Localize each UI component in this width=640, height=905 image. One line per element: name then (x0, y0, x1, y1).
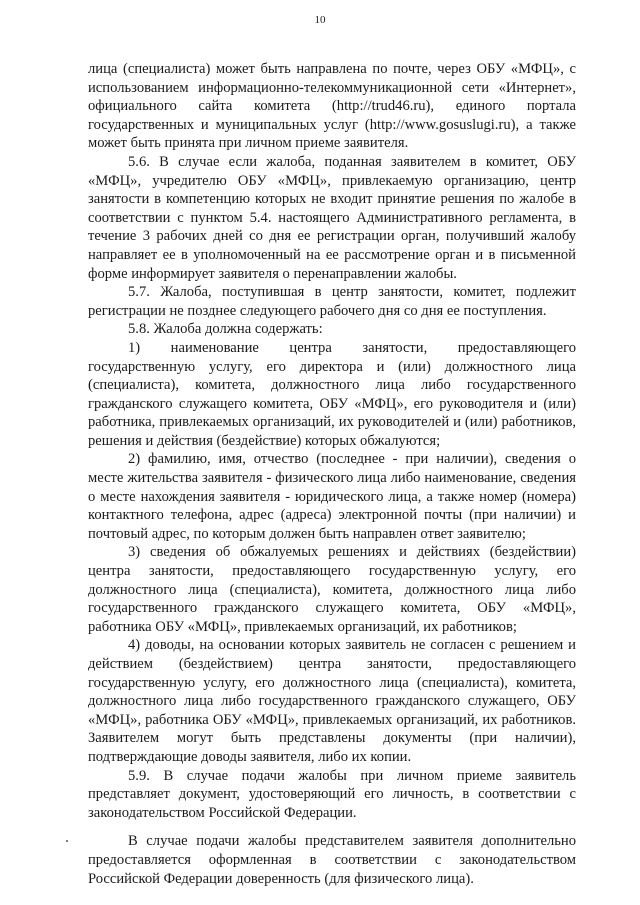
list-item-1: 1) наименование центра занятости, предоставляющего государственную услугу, его директора и (или) должностного лица (специалиста), комитета, должностного лица либо государственного гражданского служащего комитета, ОБУ «МФЦ», его руководителя и (или) работника, привлекаемых организаций, их руководителей и (или) работников, решения и действия (бездействие) которых обжалуются; (88, 339, 576, 449)
page-number: 10 (314, 14, 326, 26)
document-body (88, 60, 576, 888)
list-item-2: 2) фамилию, имя, отчество (последнее - при наличии), сведения о месте жительства заявителя - физического лица либо наименование, сведения о месте нахождения заявителя - юридического лица, а также номер (номера) контактного телефона, адрес (адреса) электронной почты (при наличии) и почтовый адрес, по которым должен быть направлен ответ заявителю; (88, 451, 576, 542)
paragraph-representative: В случае подачи жалобы представителем заявителя дополнительно предоставляется оформленная в соответствии с законодательством Российской Федерации доверенность (для физического лица). (88, 833, 576, 887)
scan-speck (66, 840, 68, 842)
paragraph-5-7: 5.7. Жалоба, поступившая в центр занятости, комитет, подлежит регистрации не позднее следующего рабочего дня со дня ее поступления. (88, 284, 576, 319)
list-item-3: 3) сведения об обжалуемых решениях и действиях (бездействии) центра занятости, предоставляющего государственную услугу, его должностного лица (специалиста), комитета, должностного лица либо государственного гражданского служащего комитета, ОБУ «МФЦ», работника ОБУ «МФЦ», привлекаемых организаций, их работников; (88, 544, 576, 635)
paragraph-5-6: 5.6. В случае если жалоба, поданная заявителем в комитет, ОБУ «МФЦ», учредителю ОБУ «МФЦ», привлекаемую организацию, центр занятости в компетенцию которых не входит принятие решения по жалобе в соответствии с пунктом 5.4. настоящего Административного регламента, в течение 3 рабочих дней со дня ее регистрации орган, получивший жалобу направляет ее в уполномоченный на ее рассмотрение орган и в письменной форме информирует заявителя о перенаправлении жалобы. (88, 153, 576, 282)
paragraph-complaint-channels: лица (специалиста) может быть направлена по почте, через ОБУ «МФЦ», с использованием информационно-телекоммуникационной сети «Интернет», официального сайта комитета (http://trud46.ru), единого портала государственных и муниципальных услуг (http://www.gosuslugi.ru), а также может быть принята при личном приеме заявителя. (88, 61, 576, 152)
paragraph-5-8: 5.8. Жалоба должна содержать: (128, 321, 323, 338)
list-item-4: 4) доводы, на основании которых заявитель не согласен с решением и действием (бездействием) центра занятости, предоставляющего государственную услугу, его должностного лица (специалиста), комитета, должностного лица либо государственного гражданского служащего, ОБУ «МФЦ», работника ОБУ «МФЦ», привлекаемых организаций, их работников. Заявителем могут быть представлены документы (при наличии), подтверждающие доводы заявителя, либо их копии. (88, 637, 576, 765)
paragraph-5-9: 5.9. В случае подачи жалобы при личном приеме заявитель представляет документ, удостоверяющий его личность, в соответствии с законодательством Российской Федерации. (88, 767, 576, 821)
